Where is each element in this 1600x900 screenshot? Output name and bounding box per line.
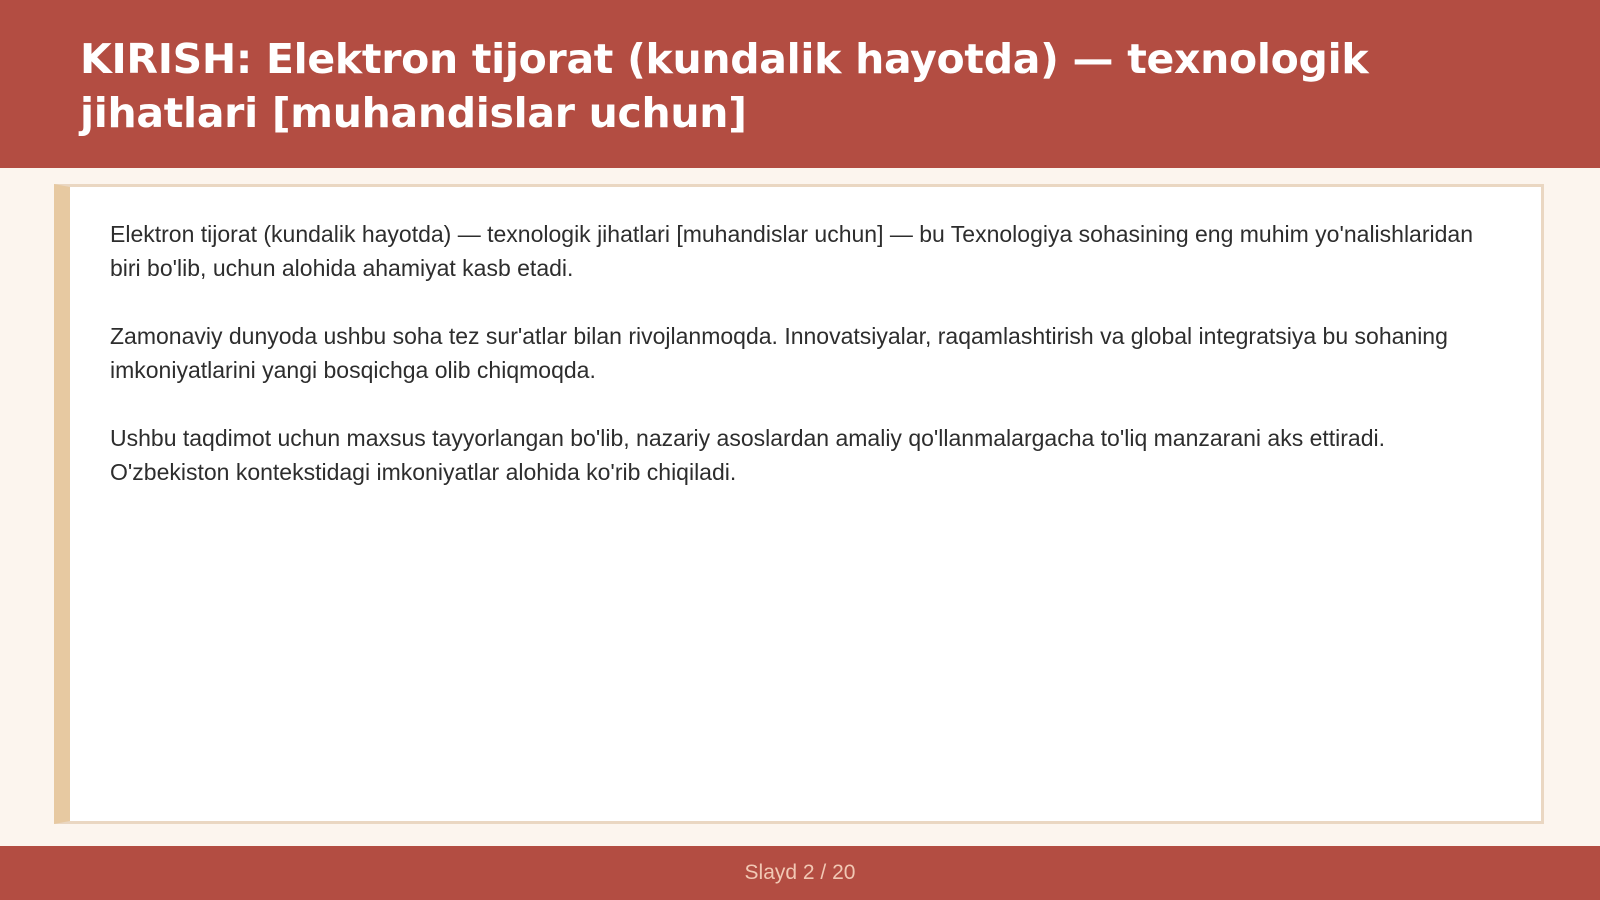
slide-title: KIRISH: Elektron tijorat (kundalik hayotda) — texnologik jihatlari [muhandislar uchun] bbox=[80, 35, 1369, 137]
paragraph-modern-world: Zamonaviy dunyoda ushbu soha tez sur'atlar bilan rivojlanmoqda. Innovatsiyalar, raqamlashtirish va global integratsiya bu sohaning imkoniyatlarini yangi bosqichga olib chiqmoqda. bbox=[110, 323, 1448, 383]
paragraph-intro: Elektron tijorat (kundalik hayotda) — texnologik jihatlari [muhandislar uchun] — bu Texnologiya sohasining eng muhim yo'nalishlaridan biri bo'lib, uchun alohida ahamiyat kasb etadi. bbox=[110, 221, 1473, 281]
slide-number: Slayd 2 / 20 bbox=[744, 861, 856, 884]
content-panel bbox=[54, 184, 1544, 824]
slide-footer bbox=[0, 846, 1600, 900]
slide-header bbox=[0, 0, 1600, 168]
paragraph-presentation-scope: Ushbu taqdimot uchun maxsus tayyorlangan bo'lib, nazariy asoslardan amaliy qo'llanmalargacha to'liq manzarani aks ettiradi. O'zbekiston kontekstidagi imkoniyatlar alohida ko'rib chiqiladi. bbox=[110, 425, 1386, 485]
